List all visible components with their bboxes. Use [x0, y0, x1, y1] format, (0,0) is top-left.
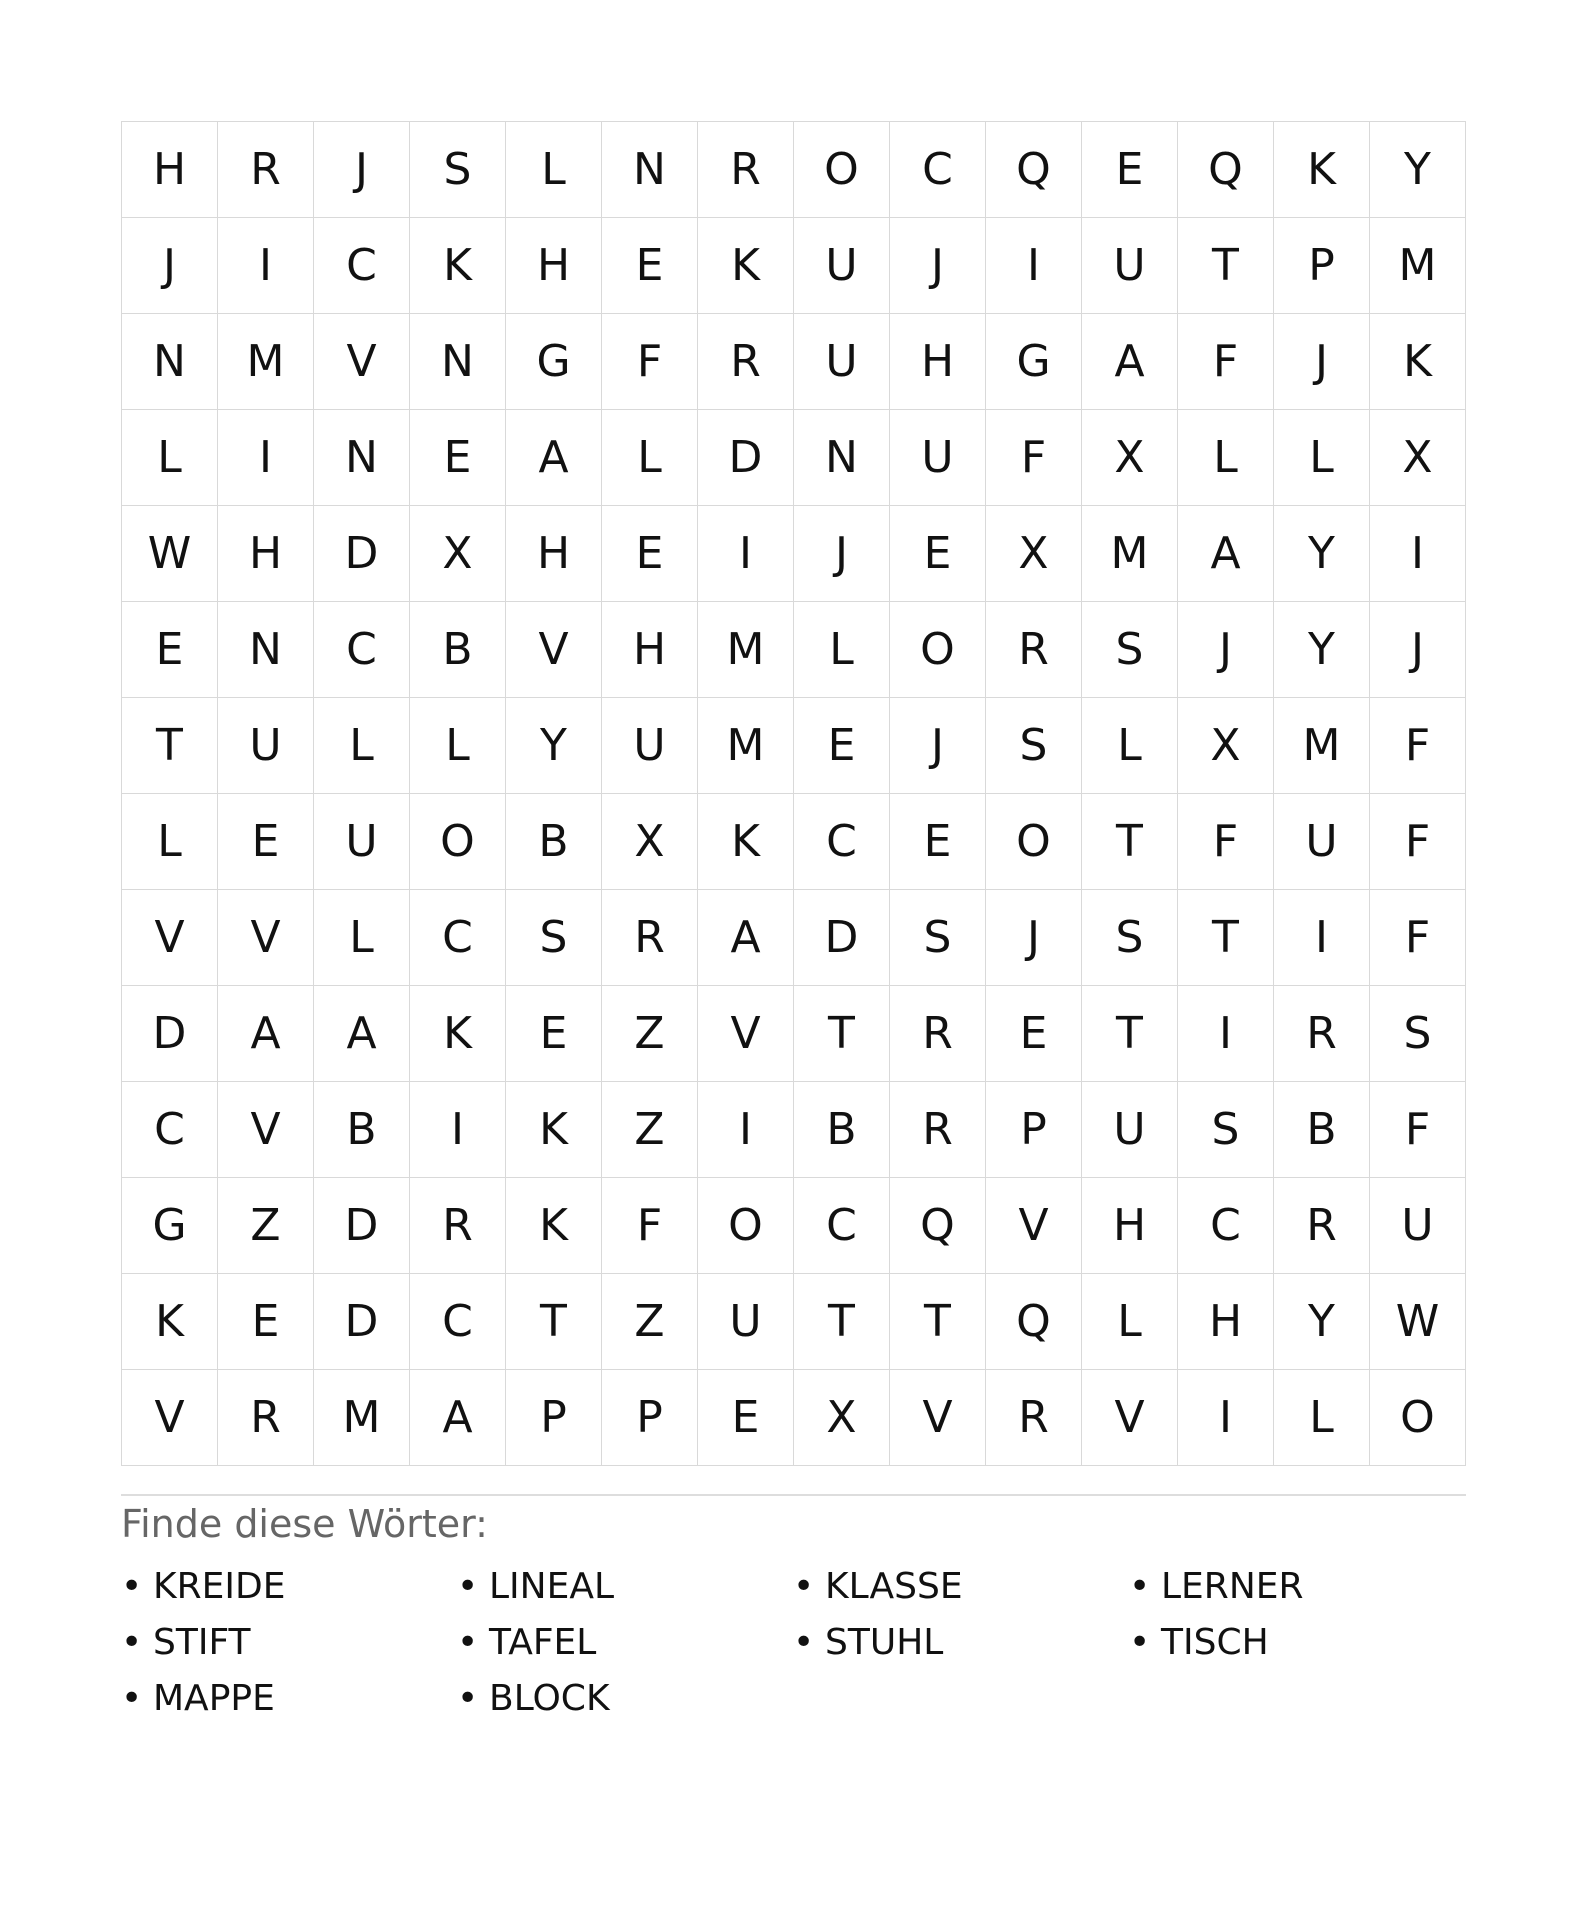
- grid-cell[interactable]: U: [890, 410, 986, 506]
- grid-cell[interactable]: K: [1274, 122, 1370, 218]
- grid-cell[interactable]: P: [602, 1370, 698, 1466]
- grid-cell[interactable]: D: [314, 506, 410, 602]
- grid-cell[interactable]: A: [506, 410, 602, 506]
- bullet-icon: •: [1129, 1621, 1151, 1663]
- grid-cell[interactable]: X: [410, 506, 506, 602]
- word-list-item: [121, 1614, 457, 1670]
- grid-cell[interactable]: U: [794, 314, 890, 410]
- grid-cell[interactable]: E: [794, 698, 890, 794]
- grid-cell[interactable]: T: [1178, 218, 1274, 314]
- bullet-icon: •: [121, 1565, 143, 1607]
- word-list-item: [793, 1558, 1129, 1614]
- grid-cell[interactable]: P: [506, 1370, 602, 1466]
- grid-cell[interactable]: J: [890, 698, 986, 794]
- grid-cell[interactable]: N: [602, 122, 698, 218]
- grid-cell[interactable]: Q: [986, 122, 1082, 218]
- grid-cell[interactable]: R: [218, 122, 314, 218]
- bullet-icon: •: [121, 1677, 143, 1719]
- grid-cell[interactable]: E: [698, 1370, 794, 1466]
- grid-cell[interactable]: E: [506, 986, 602, 1082]
- grid-cell[interactable]: E: [218, 794, 314, 890]
- bullet-icon: •: [1129, 1565, 1151, 1607]
- grid-cell[interactable]: H: [1082, 1178, 1178, 1274]
- grid-cell[interactable]: S: [410, 122, 506, 218]
- grid-cell[interactable]: K: [410, 218, 506, 314]
- grid-cell[interactable]: U: [1082, 218, 1178, 314]
- grid-cell[interactable]: J: [1274, 314, 1370, 410]
- grid-cell[interactable]: R: [890, 1082, 986, 1178]
- grid-cell[interactable]: V: [314, 314, 410, 410]
- grid-cell[interactable]: E: [122, 602, 218, 698]
- grid-cell[interactable]: F: [1370, 1082, 1466, 1178]
- grid-cell[interactable]: E: [218, 1274, 314, 1370]
- grid-cell[interactable]: U: [1370, 1178, 1466, 1274]
- grid-cell[interactable]: T: [506, 1274, 602, 1370]
- grid-cell[interactable]: K: [698, 218, 794, 314]
- grid-cell[interactable]: V: [506, 602, 602, 698]
- word-label: TAFEL: [489, 1621, 597, 1663]
- word-label: LINEAL: [489, 1565, 615, 1607]
- grid-cell[interactable]: C: [1178, 1178, 1274, 1274]
- grid-cell[interactable]: J: [1370, 602, 1466, 698]
- grid-cell[interactable]: L: [602, 410, 698, 506]
- grid-cell[interactable]: I: [986, 218, 1082, 314]
- grid-cell[interactable]: H: [890, 314, 986, 410]
- grid-cell[interactable]: A: [1082, 314, 1178, 410]
- grid-cell[interactable]: T: [1082, 794, 1178, 890]
- grid-cell[interactable]: Y: [1370, 122, 1466, 218]
- grid-cell[interactable]: E: [986, 986, 1082, 1082]
- grid-cell[interactable]: E: [1082, 122, 1178, 218]
- word-list-item: [121, 1558, 457, 1614]
- grid-cell[interactable]: V: [698, 986, 794, 1082]
- grid-cell[interactable]: E: [890, 506, 986, 602]
- grid-cell[interactable]: M: [218, 314, 314, 410]
- grid-cell[interactable]: M: [1370, 218, 1466, 314]
- grid-cell[interactable]: Z: [602, 1274, 698, 1370]
- grid-cell[interactable]: M: [314, 1370, 410, 1466]
- grid-cell[interactable]: L: [1178, 410, 1274, 506]
- grid-cell[interactable]: T: [1082, 986, 1178, 1082]
- grid-cell[interactable]: Z: [602, 1082, 698, 1178]
- grid-cell[interactable]: I: [218, 218, 314, 314]
- grid-cell[interactable]: M: [1082, 506, 1178, 602]
- grid-cell[interactable]: M: [698, 602, 794, 698]
- grid-cell[interactable]: U: [1082, 1082, 1178, 1178]
- grid-cell[interactable]: R: [698, 122, 794, 218]
- grid-cell[interactable]: I: [218, 410, 314, 506]
- grid-cell[interactable]: C: [410, 890, 506, 986]
- grid-cell[interactable]: J: [890, 218, 986, 314]
- grid-cell[interactable]: O: [890, 602, 986, 698]
- grid-cell[interactable]: L: [314, 698, 410, 794]
- divider: [121, 1494, 1466, 1496]
- grid-cell[interactable]: M: [1274, 698, 1370, 794]
- grid-cell[interactable]: Z: [602, 986, 698, 1082]
- grid-cell[interactable]: N: [314, 410, 410, 506]
- grid-cell[interactable]: O: [698, 1178, 794, 1274]
- grid-cell[interactable]: C: [314, 218, 410, 314]
- grid-cell[interactable]: X: [602, 794, 698, 890]
- grid-cell[interactable]: P: [986, 1082, 1082, 1178]
- grid-cell[interactable]: U: [602, 698, 698, 794]
- grid-cell[interactable]: H: [1178, 1274, 1274, 1370]
- grid-cell[interactable]: K: [506, 1082, 602, 1178]
- grid-cell[interactable]: V: [890, 1370, 986, 1466]
- word-label: KLASSE: [825, 1565, 963, 1607]
- grid-cell[interactable]: T: [122, 698, 218, 794]
- grid-cell[interactable]: S: [1370, 986, 1466, 1082]
- grid-cell[interactable]: F: [1370, 890, 1466, 986]
- grid-cell[interactable]: Y: [1274, 506, 1370, 602]
- grid-cell[interactable]: L: [314, 890, 410, 986]
- grid-cell[interactable]: R: [986, 602, 1082, 698]
- bullet-icon: •: [793, 1621, 815, 1663]
- grid-cell[interactable]: H: [506, 506, 602, 602]
- grid-cell[interactable]: D: [314, 1274, 410, 1370]
- grid-cell[interactable]: I: [410, 1082, 506, 1178]
- grid-cell[interactable]: V: [218, 1082, 314, 1178]
- grid-cell[interactable]: T: [1178, 890, 1274, 986]
- word-label: STIFT: [153, 1621, 251, 1663]
- grid-cell[interactable]: U: [794, 218, 890, 314]
- grid-cell[interactable]: A: [410, 1370, 506, 1466]
- grid-cell[interactable]: B: [1274, 1082, 1370, 1178]
- grid-cell[interactable]: Q: [986, 1274, 1082, 1370]
- grid-cell[interactable]: O: [794, 122, 890, 218]
- grid-cell[interactable]: D: [122, 986, 218, 1082]
- grid-cell[interactable]: D: [794, 890, 890, 986]
- grid-cell[interactable]: C: [794, 1178, 890, 1274]
- grid-cell[interactable]: F: [602, 314, 698, 410]
- word-list-item: [1129, 1558, 1465, 1614]
- grid-cell[interactable]: G: [506, 314, 602, 410]
- grid-cell[interactable]: H: [602, 602, 698, 698]
- grid-cell[interactable]: D: [698, 410, 794, 506]
- grid-cell[interactable]: U: [314, 794, 410, 890]
- grid-cell[interactable]: I: [1370, 506, 1466, 602]
- grid-cell[interactable]: C: [890, 122, 986, 218]
- grid-cell[interactable]: F: [1370, 698, 1466, 794]
- grid-cell[interactable]: L: [1082, 698, 1178, 794]
- grid-cell[interactable]: I: [698, 1082, 794, 1178]
- grid-cell[interactable]: B: [794, 1082, 890, 1178]
- word-label: KREIDE: [153, 1565, 286, 1607]
- grid-cell[interactable]: J: [986, 890, 1082, 986]
- word-list-item: [121, 1670, 457, 1726]
- grid-cell[interactable]: S: [1082, 602, 1178, 698]
- grid-cell[interactable]: A: [698, 890, 794, 986]
- grid-cell[interactable]: F: [1370, 794, 1466, 890]
- grid-cell[interactable]: N: [410, 314, 506, 410]
- bullet-icon: •: [457, 1677, 479, 1719]
- grid-cell[interactable]: K: [410, 986, 506, 1082]
- word-list-item: [457, 1614, 793, 1670]
- grid-cell[interactable]: I: [1178, 1370, 1274, 1466]
- grid-cell[interactable]: K: [698, 794, 794, 890]
- grid-cell[interactable]: E: [890, 794, 986, 890]
- grid-cell[interactable]: R: [410, 1178, 506, 1274]
- word-label: TISCH: [1161, 1621, 1269, 1663]
- grid-cell[interactable]: H: [122, 122, 218, 218]
- grid-cell[interactable]: E: [602, 506, 698, 602]
- grid-cell[interactable]: S: [986, 698, 1082, 794]
- grid-cell[interactable]: E: [410, 410, 506, 506]
- grid-cell[interactable]: M: [698, 698, 794, 794]
- grid-cell[interactable]: L: [122, 410, 218, 506]
- grid-cell[interactable]: Q: [1178, 122, 1274, 218]
- grid-cell[interactable]: W: [1370, 1274, 1466, 1370]
- grid-cell[interactable]: X: [1370, 410, 1466, 506]
- grid-cell[interactable]: X: [794, 1370, 890, 1466]
- grid-cell[interactable]: U: [218, 698, 314, 794]
- grid-cell[interactable]: I: [1178, 986, 1274, 1082]
- grid-cell[interactable]: H: [218, 506, 314, 602]
- word-list-heading: Finde diese Wörter:: [121, 1502, 488, 1546]
- grid-cell[interactable]: O: [1370, 1370, 1466, 1466]
- grid-cell[interactable]: O: [410, 794, 506, 890]
- bullet-icon: •: [121, 1621, 143, 1663]
- grid-cell[interactable]: R: [986, 1370, 1082, 1466]
- grid-cell[interactable]: L: [794, 602, 890, 698]
- grid-cell[interactable]: K: [122, 1274, 218, 1370]
- grid-cell[interactable]: X: [1178, 698, 1274, 794]
- grid-cell[interactable]: Y: [1274, 1274, 1370, 1370]
- grid-cell[interactable]: V: [122, 890, 218, 986]
- grid-cell[interactable]: C: [314, 602, 410, 698]
- grid-cell[interactable]: J: [122, 218, 218, 314]
- grid-cell[interactable]: L: [1274, 1370, 1370, 1466]
- grid-cell[interactable]: I: [1274, 890, 1370, 986]
- grid-cell[interactable]: A: [314, 986, 410, 1082]
- grid-cell[interactable]: L: [506, 122, 602, 218]
- grid-cell[interactable]: R: [218, 1370, 314, 1466]
- grid-cell[interactable]: J: [314, 122, 410, 218]
- grid-cell[interactable]: T: [890, 1274, 986, 1370]
- grid-cell[interactable]: N: [218, 602, 314, 698]
- grid-cell[interactable]: V: [218, 890, 314, 986]
- grid-cell[interactable]: D: [314, 1178, 410, 1274]
- grid-cell[interactable]: H: [506, 218, 602, 314]
- grid-cell[interactable]: I: [698, 506, 794, 602]
- grid-cell[interactable]: Z: [218, 1178, 314, 1274]
- grid-cell[interactable]: L: [1274, 410, 1370, 506]
- grid-cell[interactable]: S: [506, 890, 602, 986]
- grid-cell[interactable]: T: [794, 1274, 890, 1370]
- grid-cell[interactable]: X: [986, 506, 1082, 602]
- grid-cell[interactable]: R: [602, 890, 698, 986]
- grid-cell[interactable]: J: [794, 506, 890, 602]
- grid-cell[interactable]: F: [602, 1178, 698, 1274]
- word-label: MAPPE: [153, 1677, 275, 1719]
- grid-cell[interactable]: S: [890, 890, 986, 986]
- grid-cell[interactable]: F: [986, 410, 1082, 506]
- word-list-item: [457, 1670, 793, 1726]
- grid-cell[interactable]: C: [122, 1082, 218, 1178]
- word-list-item: [457, 1558, 793, 1614]
- grid-cell[interactable]: U: [1274, 794, 1370, 890]
- grid-cell[interactable]: Q: [890, 1178, 986, 1274]
- grid-cell[interactable]: O: [986, 794, 1082, 890]
- word-label: LERNER: [1161, 1565, 1304, 1607]
- letter-grid: [121, 121, 1466, 1466]
- grid-cell[interactable]: A: [218, 986, 314, 1082]
- word-label: BLOCK: [489, 1677, 610, 1719]
- grid-cell[interactable]: S: [1178, 1082, 1274, 1178]
- grid-cell[interactable]: N: [122, 314, 218, 410]
- grid-cell[interactable]: J: [1178, 602, 1274, 698]
- grid-cell[interactable]: B: [314, 1082, 410, 1178]
- word-list-item: [793, 1614, 1129, 1670]
- grid-cell[interactable]: V: [122, 1370, 218, 1466]
- bullet-icon: •: [793, 1565, 815, 1607]
- grid-cell[interactable]: B: [506, 794, 602, 890]
- grid-cell[interactable]: A: [1178, 506, 1274, 602]
- grid-cell[interactable]: C: [410, 1274, 506, 1370]
- grid-cell[interactable]: Y: [1274, 602, 1370, 698]
- grid-cell[interactable]: L: [1082, 1274, 1178, 1370]
- grid-cell[interactable]: R: [1274, 1178, 1370, 1274]
- grid-cell[interactable]: K: [1370, 314, 1466, 410]
- grid-cell[interactable]: Y: [506, 698, 602, 794]
- word-list-item: [1129, 1614, 1465, 1670]
- grid-cell[interactable]: K: [506, 1178, 602, 1274]
- grid-cell[interactable]: X: [1082, 410, 1178, 506]
- grid-cell[interactable]: S: [1082, 890, 1178, 986]
- grid-cell[interactable]: F: [1178, 794, 1274, 890]
- grid-cell[interactable]: L: [410, 698, 506, 794]
- word-label: STUHL: [825, 1621, 944, 1663]
- grid-cell[interactable]: V: [1082, 1370, 1178, 1466]
- grid-cell[interactable]: R: [698, 314, 794, 410]
- grid-cell[interactable]: E: [602, 218, 698, 314]
- grid-cell[interactable]: T: [794, 986, 890, 1082]
- grid-cell[interactable]: C: [794, 794, 890, 890]
- grid-cell[interactable]: G: [986, 314, 1082, 410]
- grid-cell[interactable]: B: [410, 602, 506, 698]
- grid-cell[interactable]: W: [122, 506, 218, 602]
- grid-cell[interactable]: U: [698, 1274, 794, 1370]
- grid-cell[interactable]: L: [122, 794, 218, 890]
- bullet-icon: •: [457, 1621, 479, 1663]
- grid-cell[interactable]: G: [122, 1178, 218, 1274]
- grid-cell[interactable]: R: [1274, 986, 1370, 1082]
- grid-cell[interactable]: N: [794, 410, 890, 506]
- grid-cell[interactable]: V: [986, 1178, 1082, 1274]
- word-list: [121, 1558, 1466, 1726]
- grid-cell[interactable]: F: [1178, 314, 1274, 410]
- bullet-icon: •: [457, 1565, 479, 1607]
- grid-cell[interactable]: P: [1274, 218, 1370, 314]
- grid-cell[interactable]: R: [890, 986, 986, 1082]
